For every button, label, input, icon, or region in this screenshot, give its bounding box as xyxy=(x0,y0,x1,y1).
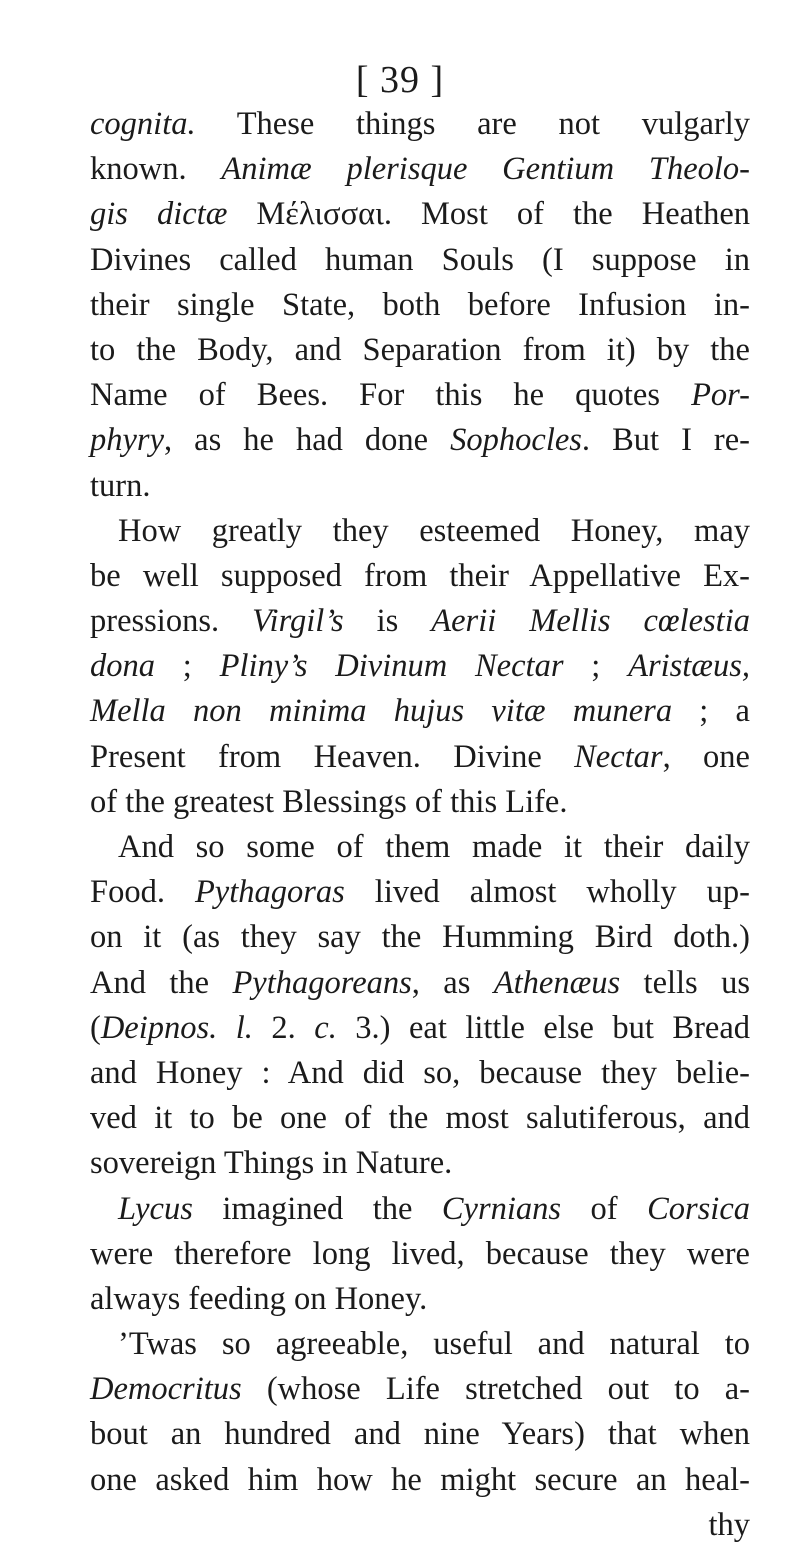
text-line xyxy=(90,599,750,644)
text-line xyxy=(90,238,750,283)
text-line xyxy=(90,373,750,418)
text-segment: Divines called human Souls (I suppose in xyxy=(90,241,750,278)
text-segment: on it (as they say the Humming Bird doth.) xyxy=(90,919,750,956)
text-segment: And the xyxy=(90,964,233,1001)
text-segment: 2. xyxy=(252,1009,315,1046)
text-segment: their single State, both before Infusion in- xyxy=(90,286,750,323)
italic-text: Virgil’s xyxy=(252,603,344,640)
text-line xyxy=(90,1187,750,1232)
text-segment: bout an hundred and nine Years) that when xyxy=(90,1416,750,1453)
text-line xyxy=(90,554,750,599)
text-segment: turn. xyxy=(90,467,151,504)
italic-text: cognita. xyxy=(90,106,196,142)
text-segment: , as xyxy=(411,964,494,1001)
italic-text: Lycus xyxy=(118,1190,193,1227)
italic-text: Pliny’s Divinum Nectar xyxy=(219,648,564,685)
text-line xyxy=(90,780,750,825)
text-segment: ; a xyxy=(672,693,750,730)
text-segment: ( xyxy=(90,1009,101,1046)
italic-text: Athenæus xyxy=(493,964,621,1001)
text-line xyxy=(90,1232,750,1277)
text-segment: Present from Heaven. Divine xyxy=(90,738,575,775)
text-segment: How greatly they esteemed Honey, may xyxy=(118,512,750,549)
text-segment: Name of Bees. For this he quotes xyxy=(90,377,692,414)
italic-text: Por- xyxy=(691,377,750,414)
text-line xyxy=(90,1458,750,1503)
text-segment: ’Twas so agreeable, useful and natural to xyxy=(118,1326,750,1363)
text-line xyxy=(90,825,750,870)
italic-text: Nectar xyxy=(574,738,663,775)
italic-text: Deipnos. l. xyxy=(100,1009,253,1046)
text-segment: thy xyxy=(708,1506,750,1543)
italic-text: Aerii Mellis cœlestia xyxy=(431,603,750,640)
text-line xyxy=(90,1051,750,1096)
text-segment: pressions. xyxy=(90,603,253,640)
italic-text: gis dictæ xyxy=(90,196,228,233)
text-line xyxy=(90,1503,750,1548)
text-line xyxy=(90,328,750,373)
italic-text: c. xyxy=(314,1009,337,1046)
text-line xyxy=(90,509,750,554)
text-line xyxy=(90,915,750,960)
text-segment: Food. xyxy=(90,874,195,911)
text-line xyxy=(90,1367,750,1412)
text-line xyxy=(90,1322,750,1367)
text-segment: , as he had done xyxy=(164,422,451,459)
text-segment: of the greatest Blessings of this Life. xyxy=(90,783,568,820)
italic-text: dona xyxy=(90,648,155,685)
text-line xyxy=(90,1141,750,1186)
text-line xyxy=(90,644,750,689)
text-line xyxy=(90,870,750,915)
text-segment: always feeding on Honey. xyxy=(90,1280,428,1317)
text-segment: one asked him how he might secure an heal- xyxy=(90,1461,750,1498)
italic-text: phyry xyxy=(90,422,164,459)
text-line xyxy=(90,1006,750,1051)
text-segment: ved it to be one of the most salutiferous, and xyxy=(90,1100,750,1137)
text-segment: And so some of them made it their daily xyxy=(118,829,750,865)
italic-text: Pythagoras xyxy=(194,874,345,911)
italic-text: Cyrnians xyxy=(441,1190,562,1227)
text-line xyxy=(90,1277,750,1322)
italic-text: Democritus xyxy=(90,1371,242,1408)
text-segment: Μέλισσαι. Most of the Heathen xyxy=(227,196,750,233)
italic-text: Pythagoreans xyxy=(232,964,412,1001)
text-line xyxy=(90,283,750,328)
italic-text: Corsica xyxy=(647,1190,750,1227)
text-segment: to the Body, and Separation from it) by the xyxy=(90,331,750,368)
text-line xyxy=(90,192,750,237)
text-line xyxy=(90,689,750,734)
text-segment: (whose Life stretched out to a- xyxy=(241,1371,750,1408)
text-line xyxy=(90,147,750,192)
text-segment: of xyxy=(561,1190,648,1227)
text-segment: sovereign Things in Nature. xyxy=(90,1145,453,1182)
text-segment: were therefore long lived, because they were xyxy=(90,1235,750,1272)
text-line xyxy=(90,1096,750,1141)
text-segment: , one xyxy=(662,738,750,775)
text-segment: imagined the xyxy=(192,1190,442,1227)
text-segment: ; xyxy=(563,648,629,685)
text-segment: and Honey : And did so, because they belie- xyxy=(90,1054,750,1091)
text-line xyxy=(90,735,750,780)
italic-text: Animæ plerisque Gentium Theolo- xyxy=(221,151,750,188)
body-text xyxy=(90,102,750,1548)
text-line xyxy=(90,418,750,463)
italic-text: Aristæus, xyxy=(628,648,751,685)
text-segment: 3.) eat little else but Bread xyxy=(336,1009,751,1046)
page-number: [ 39 ] xyxy=(355,59,445,101)
text-segment: . But I re- xyxy=(581,422,750,459)
text-segment: known. xyxy=(90,151,222,188)
text-segment: is xyxy=(343,603,432,640)
italic-text: Sophocles xyxy=(450,422,582,459)
text-segment: ; xyxy=(155,648,220,685)
text-line xyxy=(90,961,750,1006)
text-segment: lived almost wholly up- xyxy=(344,874,750,911)
text-line xyxy=(90,1412,750,1457)
italic-text: Mella non minima hujus vitæ munera xyxy=(90,693,673,730)
text-segment: tells us xyxy=(620,964,750,1001)
text-segment: These things are not vulgarly xyxy=(195,106,750,142)
text-line xyxy=(90,102,750,147)
text-segment: be well supposed from their Appellative Ex- xyxy=(90,557,750,594)
text-line xyxy=(90,464,750,509)
